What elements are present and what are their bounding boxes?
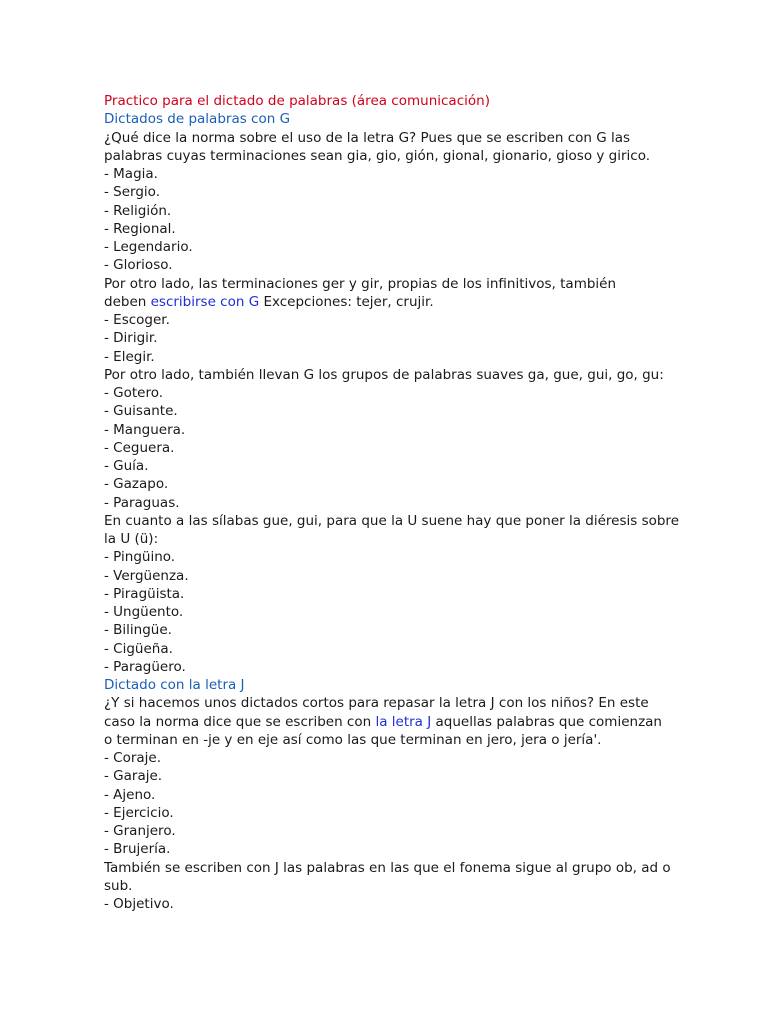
list-item: - Objetivo. — [104, 896, 174, 912]
list-item: - Guía. — [104, 458, 149, 474]
document-body — [104, 92, 679, 913]
list-item: - Paraguas. — [104, 494, 180, 511]
section-heading-j: Dictado con la letra J — [104, 677, 245, 693]
list-item: - Religión. — [104, 202, 172, 219]
section-heading-g: Dictados de palabras con G — [104, 111, 291, 128]
list-item: - Gazapo. — [104, 476, 169, 493]
word-list-g-endings — [104, 165, 664, 275]
paragraph-line: ¿Y si hacemos unos dictados cortos para repasar la letra J con los niños? En este — [104, 695, 649, 712]
paragraph-line: También se escriben con J las palabras en las que el fonema sigue al grupo ob, ad o — [104, 859, 671, 876]
text-span: deben — [104, 293, 151, 310]
list-item: - Gotero. — [104, 385, 164, 401]
list-item: - Coraje. — [104, 750, 162, 766]
list-item: - Manguera. — [104, 421, 186, 438]
word-list-je-endings — [104, 749, 664, 859]
list-item: - Guisante. — [104, 403, 178, 420]
word-list-dieresis — [104, 548, 664, 676]
paragraph-line: ¿Qué dice la norma sobre el uso de la letra G? Pues que se escriben con G las — [104, 129, 631, 146]
text-span: Excepciones: tejer, crujir. — [259, 293, 434, 310]
text-span: aquellas palabras que comienzan — [431, 713, 662, 730]
paragraph-line: En cuanto a las sílabas gue, gui, para que la U suene hay que poner la diéresis sobre — [104, 512, 679, 529]
list-item: - Paragüero. — [104, 658, 186, 675]
list-item: - Garaje. — [104, 768, 163, 785]
list-item: - Ejercicio. — [104, 804, 174, 821]
paragraph-line: palabras cuyas terminaciones sean gia, gio, gión, gional, gionario, gioso y girico. — [104, 147, 651, 164]
link-la-letra-j[interactable]: la letra J — [375, 713, 432, 730]
list-item: - Regional. — [104, 220, 176, 237]
list-item: - Cigüeña. — [104, 640, 173, 657]
list-item: - Dirigir. — [104, 330, 158, 347]
list-item: - Brujería. — [104, 841, 171, 858]
list-item: - Legendario. — [104, 239, 193, 255]
paragraph-line: la U (ü): — [104, 531, 159, 547]
list-item: - Elegir. — [104, 348, 155, 365]
word-list-ob-ad-sub — [104, 895, 664, 913]
paragraph-line — [104, 713, 664, 731]
text-span: caso la norma dice que se escriben con — [104, 713, 376, 730]
paragraph-line: Por otro lado, también llevan G los grupos de palabras suaves ga, gue, gui, go, gu: — [104, 366, 664, 383]
list-item: - Escoger. — [104, 312, 170, 328]
list-item: - Ceguera. — [104, 439, 175, 456]
list-item: - Glorioso. — [104, 257, 173, 274]
word-list-infinitives — [104, 311, 664, 366]
document-title: Practico para el dictado de palabras (área comunicación) — [104, 93, 490, 109]
paragraph-line: Por otro lado, las terminaciones ger y gir, propias de los infinitivos, también — [104, 275, 617, 292]
paragraph-line — [104, 293, 664, 311]
word-list-soft-g — [104, 384, 664, 512]
list-item: - Granjero. — [104, 823, 176, 839]
paragraph-line: o terminan en -je y en eje así como las que terminan en jero, jera o jería'. — [104, 731, 602, 748]
list-item: - Vergüenza. — [104, 567, 189, 584]
list-item: - Piragüista. — [104, 585, 185, 602]
list-item: - Pingüino. — [104, 549, 176, 566]
list-item: - Sergio. — [104, 184, 160, 201]
paragraph-line: sub. — [104, 877, 133, 894]
list-item: - Bilingüe. — [104, 622, 172, 639]
list-item: - Ajeno. — [104, 786, 156, 803]
link-escribirse-con-g[interactable]: escribirse con G — [150, 293, 260, 310]
list-item: - Magia. — [104, 166, 158, 182]
list-item: - Ungüento. — [104, 604, 184, 620]
